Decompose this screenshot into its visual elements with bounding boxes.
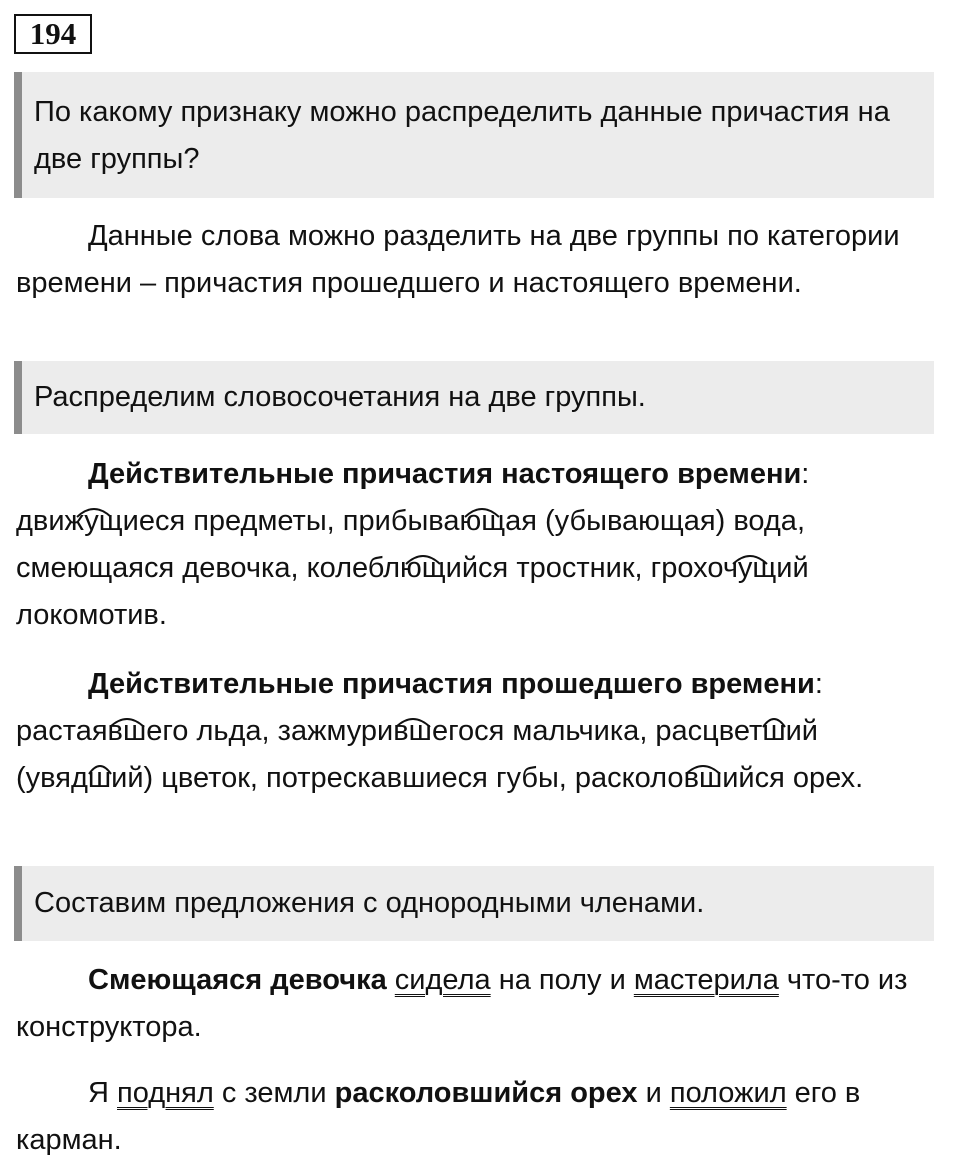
sentence-1-tail: что-то из конструктора. — [16, 964, 908, 1043]
present-heading: Действительные причастия настоящего времени — [88, 458, 802, 490]
past-seg-6: ий (увяд — [16, 715, 818, 794]
past-suffix-3: вш — [393, 715, 432, 747]
question-3-callout — [14, 866, 934, 941]
sentence-2-predicate-1: поднял — [117, 1077, 214, 1109]
present-seg-0: дви — [16, 505, 65, 537]
sentence-1-subject: Смеющаяся девочка — [88, 964, 387, 996]
past-seg-8: ий) цветок, потрескавшиеся губы, расколо — [111, 762, 684, 794]
past-suffix-5: ш — [762, 715, 786, 747]
past-suffix-9: вш — [683, 762, 723, 794]
past-colon: : — [814, 668, 823, 700]
present-suffix-5: ющ — [400, 552, 446, 584]
sentence-2-paragraph — [16, 1070, 936, 1164]
sentence-1-predicate-1: сидела — [394, 964, 491, 996]
sentence-2-mid-2: и — [637, 1077, 670, 1109]
sentence-1-paragraph — [16, 957, 936, 1051]
sentence-2-mid-1: с земли — [213, 1077, 335, 1109]
answer-1-text: Данные слова можно разделить на две группы по категории времени – причастия прошедшего и настоящего времени. — [16, 220, 900, 299]
past-seg-4: егося мальчика, расцвет — [431, 715, 763, 747]
sentence-1-mid: на полу и — [490, 964, 634, 996]
sentence-1-predicate-2: мастерила — [633, 964, 779, 996]
sentence-2-predicate-2: положил — [669, 1077, 787, 1109]
question-3-text: Составим предложения с однородными членами. — [34, 887, 705, 919]
past-participles-paragraph — [16, 661, 936, 802]
sentence-2-tail: его в карман. — [16, 1077, 861, 1156]
past-suffix-7: ш — [87, 762, 112, 794]
answer-1-paragraph — [16, 213, 936, 307]
question-2-callout — [14, 361, 934, 434]
present-suffix-3: ющ — [459, 505, 506, 537]
present-suffix-1: жущ — [64, 505, 123, 537]
question-1-callout — [14, 72, 934, 198]
question-1-text: По какому признаку можно распределить данные причастия на две группы? — [34, 96, 890, 175]
present-seg-6: ийся тростник, грохо — [445, 552, 723, 584]
past-seg-2: его льда, зажмури — [146, 715, 394, 747]
sentence-2-bold-phrase: расколовшийся орех — [334, 1077, 638, 1109]
sentence-2-start: Я — [88, 1077, 117, 1109]
past-seg-10: ийся орех. — [722, 762, 864, 794]
present-seg-4: ая (убывающая) вода, смеющаяся девочка, колебл — [16, 505, 805, 584]
past-seg-0: растая — [16, 715, 108, 747]
exercise-number: 194 — [14, 14, 92, 54]
present-colon: : — [801, 458, 810, 490]
present-seg-8: ий локомотив. — [16, 552, 809, 631]
question-2-text: Распределим словосочетания на две группы. — [34, 381, 646, 413]
present-seg-2: иеся предметы, прибыва — [122, 505, 460, 537]
past-heading: Действительные причастия прошедшего времени — [88, 668, 815, 700]
present-suffix-7: чущ — [722, 552, 777, 584]
present-participles-paragraph — [16, 451, 936, 639]
past-suffix-1: вш — [107, 715, 147, 747]
